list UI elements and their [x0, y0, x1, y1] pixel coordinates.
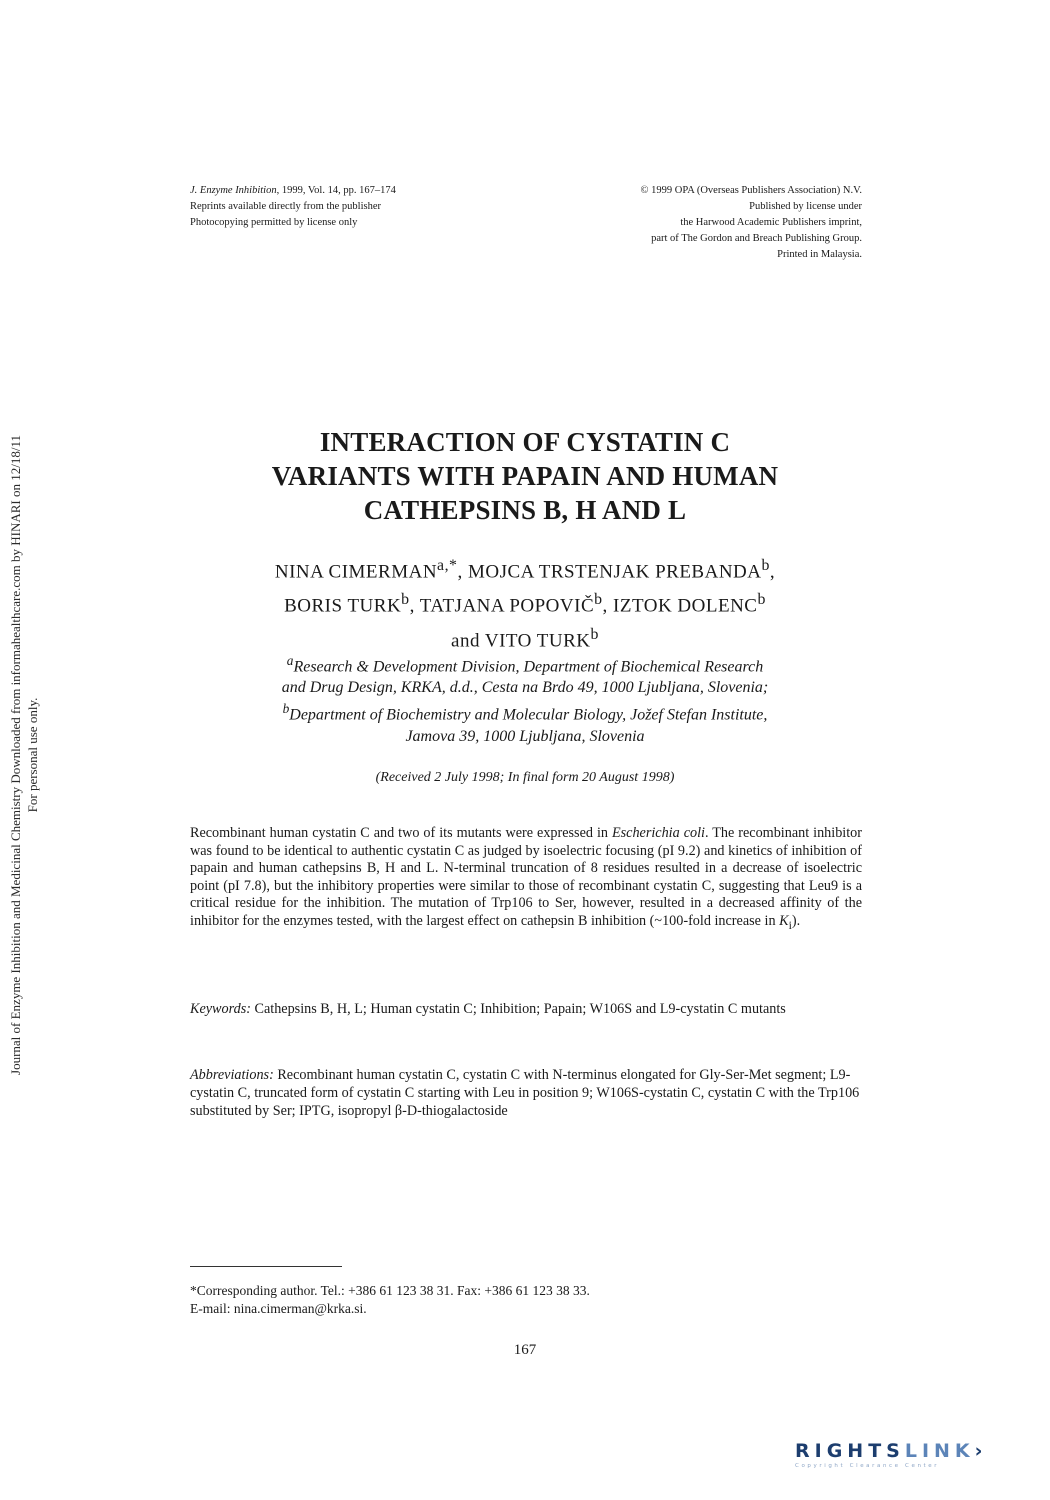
copyright-block [641, 183, 862, 263]
abbreviations-text: Recombinant human cystatin C, cystatin C with N-terminus elongated for Gly-Ser-Met segment; L9-cystatin C, truncated form of cystatin C starting with Leu in position 9; W106S-cystatin C, cystatin C with the Trp106 substituted by Ser; IPTG, isopropyl β-D-thiogalactoside [190, 1067, 860, 1119]
copyright-line: © 1999 OPA (Overseas Publishers Association) N.V. [640, 185, 862, 196]
download-note: Journal of Enzyme Inhibition and Medicinal Chemistry Downloaded from informahealthcare.com by HINARI on 12/18/11 [8, 435, 23, 1075]
logo-text-link: LINK [904, 1440, 975, 1462]
author-name: and VITO TURK [451, 629, 591, 651]
ki-symbol: K [779, 912, 789, 929]
author-email: E-mail: nina.cimerman@krka.si. [190, 1301, 367, 1316]
group-line: part of The Gordon and Breach Publishing Group. [651, 233, 862, 244]
logo-arrow-icon: › [974, 1440, 988, 1462]
author-name: , TATJANA POPOVIČ [409, 595, 595, 617]
photocopy-note: Photocopying permitted by license only [190, 217, 358, 228]
printed-line: Printed in Malaysia. [777, 249, 862, 260]
affil-mark: a [286, 653, 294, 668]
author-separator: , [769, 561, 776, 583]
abbreviations [190, 1066, 862, 1120]
affiliation-a-line-1: Research & Development Division, Department of Biochemical Research [293, 658, 764, 676]
footnote [190, 1282, 590, 1318]
reprints-note: Reprints available directly from the publisher [190, 201, 381, 212]
affiliation-b-line-2: Jamova 39, 1000 Ljubljana, Slovenia [405, 727, 645, 745]
download-watermark [0, 345, 48, 1165]
article-title [150, 425, 900, 527]
ki-subscript: i [788, 917, 792, 932]
abstract-text: . The recombinant inhibitor was found to be identical to authentic cystatin C as judged by isoelectric focusing (pI 9.2) and kinetics of inhibition of papain and human cathepsins B, H and L. N-terminal truncation of 8 residues resulted in a decrease of isoelectric point (pI 7.8), but the inhibitory properties were similar to those of recombinant cystatin C, suggesting that Leu9 is a critical residue for the inhibition. The mutation of Trp106 to Ser, however, resulted in a decreased affinity of the inhibitor for the enzymes tested, with the largest effect on cathepsin B inhibition (~100-fold increase in [190, 825, 863, 929]
author-affil-mark: b [590, 625, 599, 643]
affil-mark: b [282, 701, 290, 717]
title-line-2: VARIANTS WITH PAPAIN AND HUMAN [271, 461, 779, 491]
journal-name: J. Enzyme Inhibition [190, 185, 277, 196]
title-line-1: INTERACTION OF CYSTATIN C [319, 427, 731, 457]
author-list [150, 552, 900, 655]
author-name: BORIS TURK [284, 595, 402, 617]
abstract-text: ). [791, 912, 801, 929]
title-line-3: CATHEPSINS B, H AND L [363, 495, 687, 525]
organism-name: Escherichia coli [611, 825, 705, 841]
author-affil-mark: a,* [437, 557, 458, 574]
author-name: , MOJCA TRSTENJAK PREBANDA [457, 561, 762, 583]
author-affil-mark: b [401, 591, 410, 609]
logo-tagline: Copyright Clearance Center [795, 1463, 940, 1469]
keywords-label: Keywords: [190, 1001, 251, 1017]
abstract-text: Recombinant human cystatin C and two of its mutants were expressed in [190, 825, 612, 841]
received-dates: (Received 2 July 1998; In final form 20 August 1998) [375, 770, 675, 785]
license-line: Published by license under [749, 201, 862, 212]
personal-use-note: For personal use only. [25, 697, 40, 813]
imprint-line: the Harwood Academic Publishers imprint, [680, 217, 862, 228]
rightslink-logo [795, 1440, 1035, 1478]
logo-text-rights: RIGHTS [795, 1440, 905, 1462]
author-affil-mark: b [757, 591, 766, 609]
footnote-divider [190, 1266, 342, 1267]
author-name: , IZTOK DOLENC [602, 595, 758, 617]
corresponding-author: *Corresponding author. Tel.: +386 61 123 38 31. Fax: +386 61 123 38 33. [190, 1283, 590, 1298]
author-affil-mark: b [594, 591, 603, 609]
page-number: 167 [513, 1342, 537, 1358]
affiliations [150, 650, 900, 747]
author-affil-mark: b [761, 557, 770, 574]
keywords-text: Cathepsins B, H, L; Human cystatin C; Inhibition; Papain; W106S and L9-cystatin C mutants [250, 1001, 786, 1017]
abbreviations-label: Abbreviations: [190, 1067, 274, 1083]
journal-volume: , 1999, Vol. 14, pp. 167–174 [276, 185, 396, 196]
keywords [190, 1000, 862, 1018]
journal-citation [190, 183, 396, 231]
affiliation-a-line-2: and Drug Design, KRKA, d.d., Cesta na Brdo 49, 1000 Ljubljana, Slovenia; [281, 679, 769, 697]
author-name: NINA CIMERMAN [274, 561, 438, 583]
affiliation-b-line-1: Department of Biochemistry and Molecular Biology, Jožef Stefan Institute, [289, 706, 768, 724]
abstract [190, 825, 862, 934]
